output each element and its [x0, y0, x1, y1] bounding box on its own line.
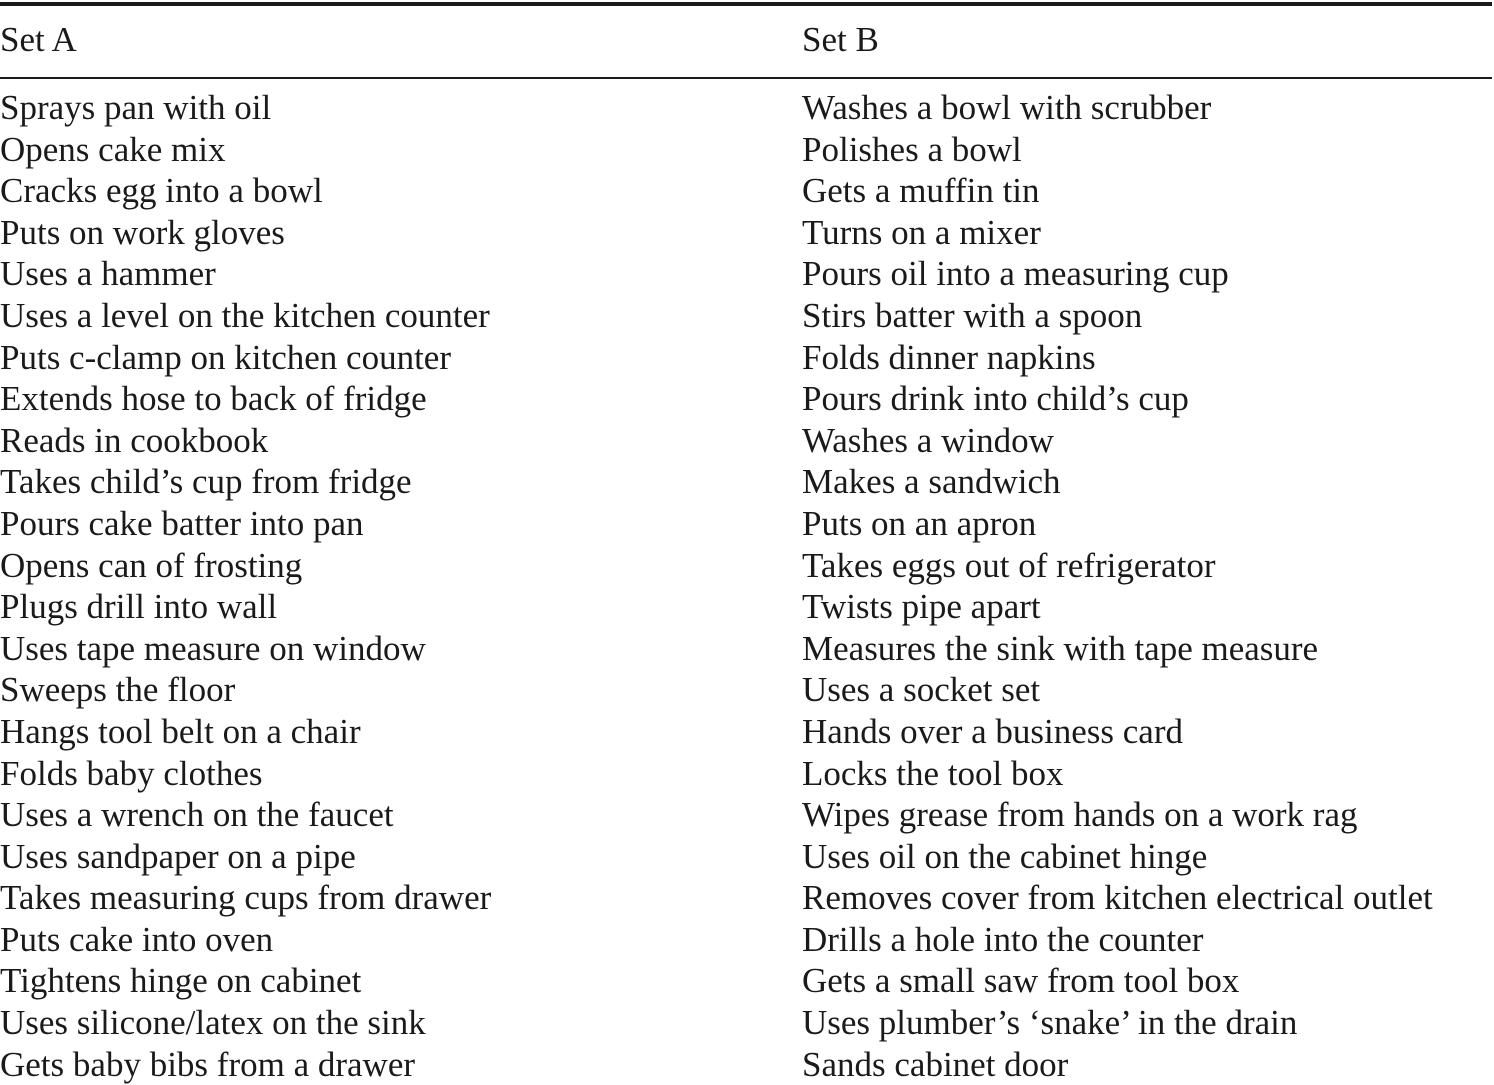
cell-set-b: Turns on a mixer	[802, 212, 1041, 252]
table-row	[0, 919, 1494, 961]
table-header	[0, 20, 1494, 60]
cell-set-a: Uses a level on the kitchen counter	[0, 295, 490, 335]
cell-set-a: Hangs tool belt on a chair	[0, 711, 361, 751]
cell-set-b: Stirs batter with a spoon	[802, 295, 1143, 335]
cell-set-b: Folds dinner napkins	[802, 337, 1096, 377]
cell-set-a: Plugs drill into wall	[0, 587, 278, 627]
table-row	[0, 420, 1494, 462]
table-row	[0, 1002, 1494, 1044]
cell-set-a: Puts cake into oven	[0, 919, 274, 959]
table-row	[0, 337, 1494, 379]
table-row	[0, 586, 1494, 628]
cell-set-b: Pours drink into child’s cup	[802, 379, 1189, 419]
table-top-rule	[0, 2, 1492, 6]
table-row	[0, 669, 1494, 711]
cell-set-a: Sweeps the floor	[0, 670, 236, 710]
cell-set-b: Hands over a business card	[802, 711, 1184, 751]
cell-set-b: Removes cover from kitchen electrical outlet	[802, 878, 1433, 918]
table-row	[0, 628, 1494, 670]
table-row	[0, 378, 1494, 420]
cell-set-a: Puts on work gloves	[0, 212, 285, 252]
header-set-b: Set B	[802, 20, 879, 59]
cell-set-a: Tightens hinge on cabinet	[0, 961, 362, 1001]
cell-set-b: Gets a muffin tin	[802, 171, 1040, 211]
table-row	[0, 503, 1494, 545]
cell-set-b: Sands cabinet door	[802, 1044, 1069, 1084]
cell-set-b: Uses a socket set	[802, 670, 1041, 710]
table-row	[0, 212, 1494, 254]
cell-set-a: Uses a hammer	[0, 254, 216, 294]
cell-set-b: Pours oil into a measuring cup	[802, 254, 1229, 294]
table-row	[0, 545, 1494, 587]
table-row	[0, 753, 1494, 795]
table-row	[0, 836, 1494, 878]
cell-set-a: Takes measuring cups from drawer	[0, 878, 492, 918]
table-row	[0, 461, 1494, 503]
cell-set-b: Takes eggs out of refrigerator	[802, 545, 1216, 585]
cell-set-a: Cracks egg into a bowl	[0, 171, 323, 211]
table-row	[0, 794, 1494, 836]
cell-set-a: Reads in cookbook	[0, 420, 269, 460]
cell-set-a: Opens cake mix	[0, 129, 226, 169]
cell-set-a: Folds baby clothes	[0, 753, 263, 793]
cell-set-b: Twists pipe apart	[802, 587, 1041, 627]
table-row	[0, 87, 1494, 129]
cell-set-b: Washes a bowl with scrubber	[802, 88, 1212, 127]
cell-set-a: Uses sandpaper on a pipe	[0, 836, 356, 876]
cell-set-a: Pours cake batter into pan	[0, 503, 364, 543]
cell-set-b: Uses plumber’s ‘snake’ in the drain	[802, 1003, 1298, 1043]
table-row	[0, 877, 1494, 919]
table-row	[0, 295, 1494, 337]
cell-set-b: Gets a small saw from tool box	[802, 961, 1240, 1001]
cell-set-b: Puts on an apron	[802, 503, 1037, 543]
cell-set-b: Washes a window	[802, 420, 1054, 460]
cell-set-a: Opens can of frosting	[0, 545, 303, 585]
table-row	[0, 253, 1494, 295]
cell-set-b: Makes a sandwich	[802, 462, 1061, 502]
table-row	[0, 129, 1494, 171]
cell-set-b: Locks the tool box	[802, 753, 1064, 793]
table-row	[0, 960, 1494, 1002]
table-row	[0, 711, 1494, 753]
table-body	[0, 87, 1494, 1085]
cell-set-b: Drills a hole into the counter	[802, 919, 1204, 959]
cell-set-a: Puts c-clamp on kitchen counter	[0, 337, 451, 377]
table-header-rule	[0, 77, 1492, 79]
cell-set-a: Uses silicone/latex on the sink	[0, 1003, 426, 1043]
cell-set-a: Uses tape measure on window	[0, 628, 426, 668]
cell-set-a: Uses a wrench on the faucet	[0, 795, 394, 835]
cell-set-a: Extends hose to back of fridge	[0, 379, 427, 419]
cell-set-a: Sprays pan with oil	[0, 88, 272, 127]
cell-set-a: Takes child’s cup from fridge	[0, 462, 412, 502]
cell-set-b: Wipes grease from hands on a work rag	[802, 795, 1358, 835]
cell-set-a: Gets baby bibs from a drawer	[0, 1044, 416, 1084]
cell-set-b: Uses oil on the cabinet hinge	[802, 836, 1208, 876]
header-set-a: Set A	[0, 20, 77, 59]
cell-set-b: Measures the sink with tape measure	[802, 628, 1319, 668]
cell-set-b: Polishes a bowl	[802, 129, 1022, 169]
table-row	[0, 170, 1494, 212]
